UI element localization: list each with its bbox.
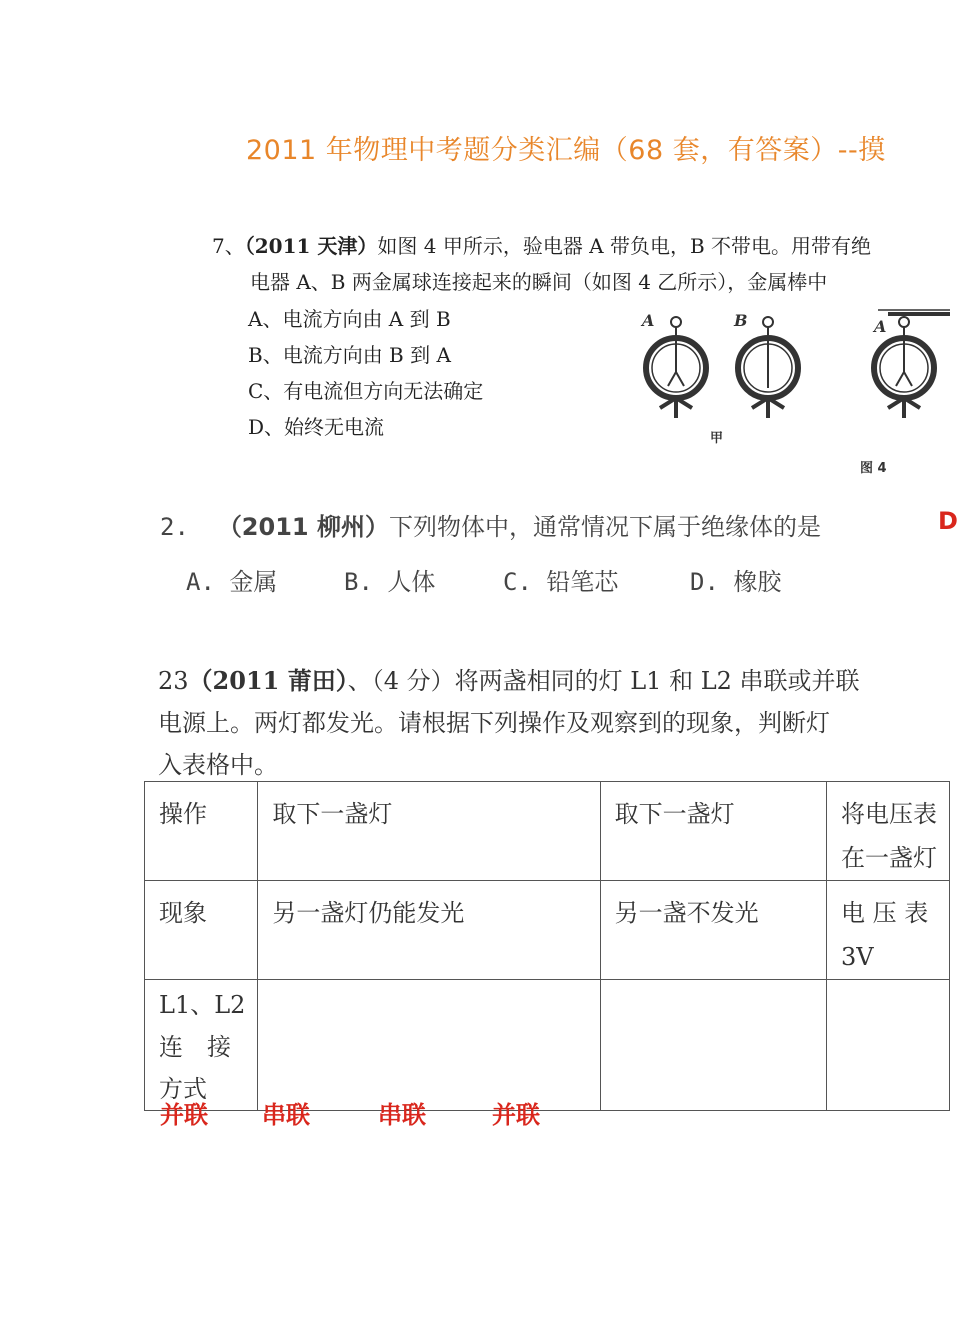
q2-answer: D	[938, 507, 958, 535]
cell-ph-2: 另一盏不发光	[600, 881, 826, 980]
q23-line3: 入表格中。	[158, 751, 278, 779]
q7-stem-line1: 如图 4 甲所示，验电器 A 带负电，B 不带电。用带有绝	[377, 234, 872, 258]
q7-option-d: D、始终无电流	[248, 415, 385, 439]
page-title: 2011 年物理中考题分类汇编（68 套，有答案）--摸	[246, 135, 886, 166]
q23-line2: 电源上。两灯都发光。请根据下列操作及观察到的现象，判断灯	[158, 709, 830, 737]
table-row-operation	[145, 782, 950, 881]
q23-number: 23	[158, 667, 189, 695]
electroscope-figure	[630, 306, 950, 482]
q2-option-d: D. 橡胶	[690, 568, 782, 596]
q7-option-c: C、有电流但方向无法确定	[248, 379, 484, 403]
label-b: B	[734, 311, 748, 330]
cell-conn-3	[826, 980, 949, 1111]
answer-4: 并联	[492, 1101, 540, 1129]
q23-line1-rest: 、（4 分）将两盏相同的灯 L1 和 L2 串联或并联	[347, 667, 860, 695]
q2-option-c: C. 铅笔芯	[503, 568, 619, 596]
table-row-connection	[145, 980, 950, 1111]
cell-op-1: 取下一盏灯	[258, 782, 600, 881]
caption-fig4: 图 4	[860, 461, 887, 476]
q2-line	[160, 507, 821, 542]
answer-2: 串联	[262, 1101, 310, 1129]
q2-option-b: B. 人体	[344, 568, 436, 596]
q2-stem: 下列物体中，通常情况下属于绝缘体的是	[388, 513, 821, 541]
answer-1: 并联	[160, 1101, 208, 1129]
electroscope-b	[738, 317, 798, 418]
cell-op-3: 将电压表 在一盏灯	[826, 782, 949, 881]
answer-3: 串联	[378, 1101, 426, 1129]
q23-source: （2011 莆田）	[188, 666, 348, 695]
q23-line1	[158, 661, 860, 696]
q7-line1	[212, 230, 871, 259]
cell-ph-1: 另一盏灯仍能发光	[258, 881, 600, 980]
q7-source: （2011 天津）	[244, 234, 378, 258]
q7-option-a: A、电流方向由 A 到 B	[248, 307, 451, 331]
cell-op-2: 取下一盏灯	[600, 782, 826, 881]
caption-jia: 甲	[710, 431, 724, 446]
q7-number: 7、	[212, 234, 245, 258]
cell-header-phenomenon: 现象	[145, 881, 258, 980]
q2-number: 2.	[160, 513, 189, 541]
q2-source: （2011 柳州）	[217, 513, 389, 541]
label-a2: A	[874, 317, 887, 336]
q2-option-a: A. 金属	[186, 568, 278, 596]
cell-header-connection: L1、L2 连 接 方式	[145, 980, 258, 1111]
q7-option-b: B、电流方向由 B 到 A	[248, 343, 451, 367]
cell-conn-2	[600, 980, 826, 1111]
cell-ph-3: 电 压 表 3V	[826, 881, 949, 980]
cell-header-operation: 操作	[145, 782, 258, 881]
table-row-phenomenon	[145, 881, 950, 980]
connection-table	[144, 781, 950, 1111]
q7-stem-line2: 电器 A、B 两金属球连接起来的瞬间（如图 4 乙所示），金属棒中	[250, 270, 828, 294]
label-a: A	[642, 311, 655, 330]
cell-conn-1	[258, 980, 600, 1111]
electroscope-a	[646, 317, 706, 418]
